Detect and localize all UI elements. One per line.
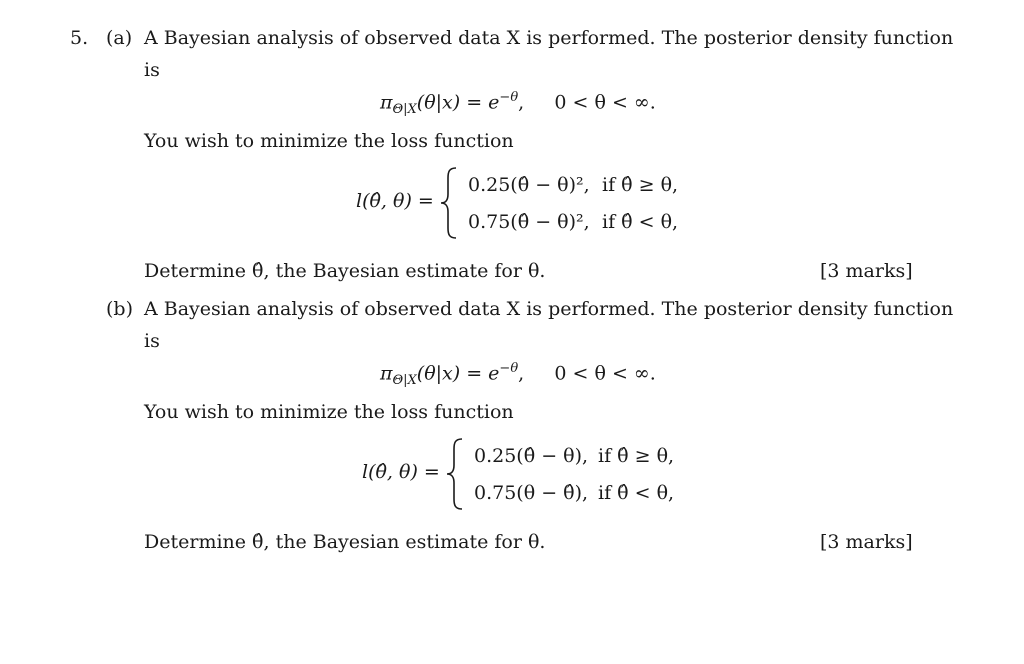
part-a-task: Determine θ̂, the Bayesian estimate for θ. [144, 260, 546, 282]
part-b-posterior-tail: , 0 < θ < ∞. [518, 362, 656, 385]
part-b-intro-cont: is [144, 330, 160, 352]
part-b-case1-cond: if θ̂ ≥ θ, [598, 445, 675, 467]
part-b-loss-intro: You wish to minimize the loss function [144, 401, 514, 423]
part-a-case2-cond: if θ̂ < θ, [602, 211, 679, 233]
part-a-case1-expr: 0.25(θ̂ − θ)², [468, 174, 590, 196]
question-number: 5. [70, 27, 89, 49]
part-b-posterior [380, 361, 656, 388]
part-b-posterior-exp: −θ [499, 361, 519, 376]
part-b-case2-cond: if θ̂ < θ, [598, 482, 675, 504]
part-b-posterior-sub: Θ|X [392, 373, 417, 389]
part-a-case1-cond: if θ̂ ≥ θ, [602, 174, 679, 196]
part-b-posterior-lhs: π [380, 362, 393, 385]
part-b-label: (b) [106, 298, 133, 320]
part-b-loss-lhs: l(θ̂, θ) = [362, 461, 440, 483]
part-a-posterior-exp: −θ [499, 90, 519, 105]
part-a-posterior-tail: , 0 < θ < ∞. [518, 91, 656, 114]
part-a-brace [440, 166, 458, 240]
part-a-posterior-sub: Θ|X [392, 102, 417, 118]
part-a-marks: [3 marks] [820, 260, 913, 282]
part-a-intro-cont: is [144, 59, 160, 81]
part-a-posterior-lhs: π [380, 91, 393, 114]
part-b-task: Determine θ̂, the Bayesian estimate for θ. [144, 531, 546, 553]
part-a-case2-expr: 0.75(θ̂ − θ)², [468, 211, 590, 233]
part-a-intro: A Bayesian analysis of observed data X is performed. The posterior density function [144, 27, 954, 49]
part-a-posterior-arg: (θ|x) = e [416, 91, 500, 114]
part-b-brace [446, 437, 464, 511]
part-a-loss-intro: You wish to minimize the loss function [144, 130, 514, 152]
part-b-case1-expr: 0.25(θ̂ − θ), [474, 445, 589, 467]
part-a-label: (a) [106, 27, 133, 49]
part-a-posterior [380, 90, 656, 117]
part-b-marks: [3 marks] [820, 531, 913, 553]
part-b-posterior-arg: (θ|x) = e [416, 362, 500, 385]
part-a-loss-lhs: l(θ̂, θ) = [356, 190, 434, 212]
part-b-case2-expr: 0.75(θ − θ̂), [474, 482, 589, 504]
part-b-intro: A Bayesian analysis of observed data X is performed. The posterior density function [144, 298, 954, 320]
